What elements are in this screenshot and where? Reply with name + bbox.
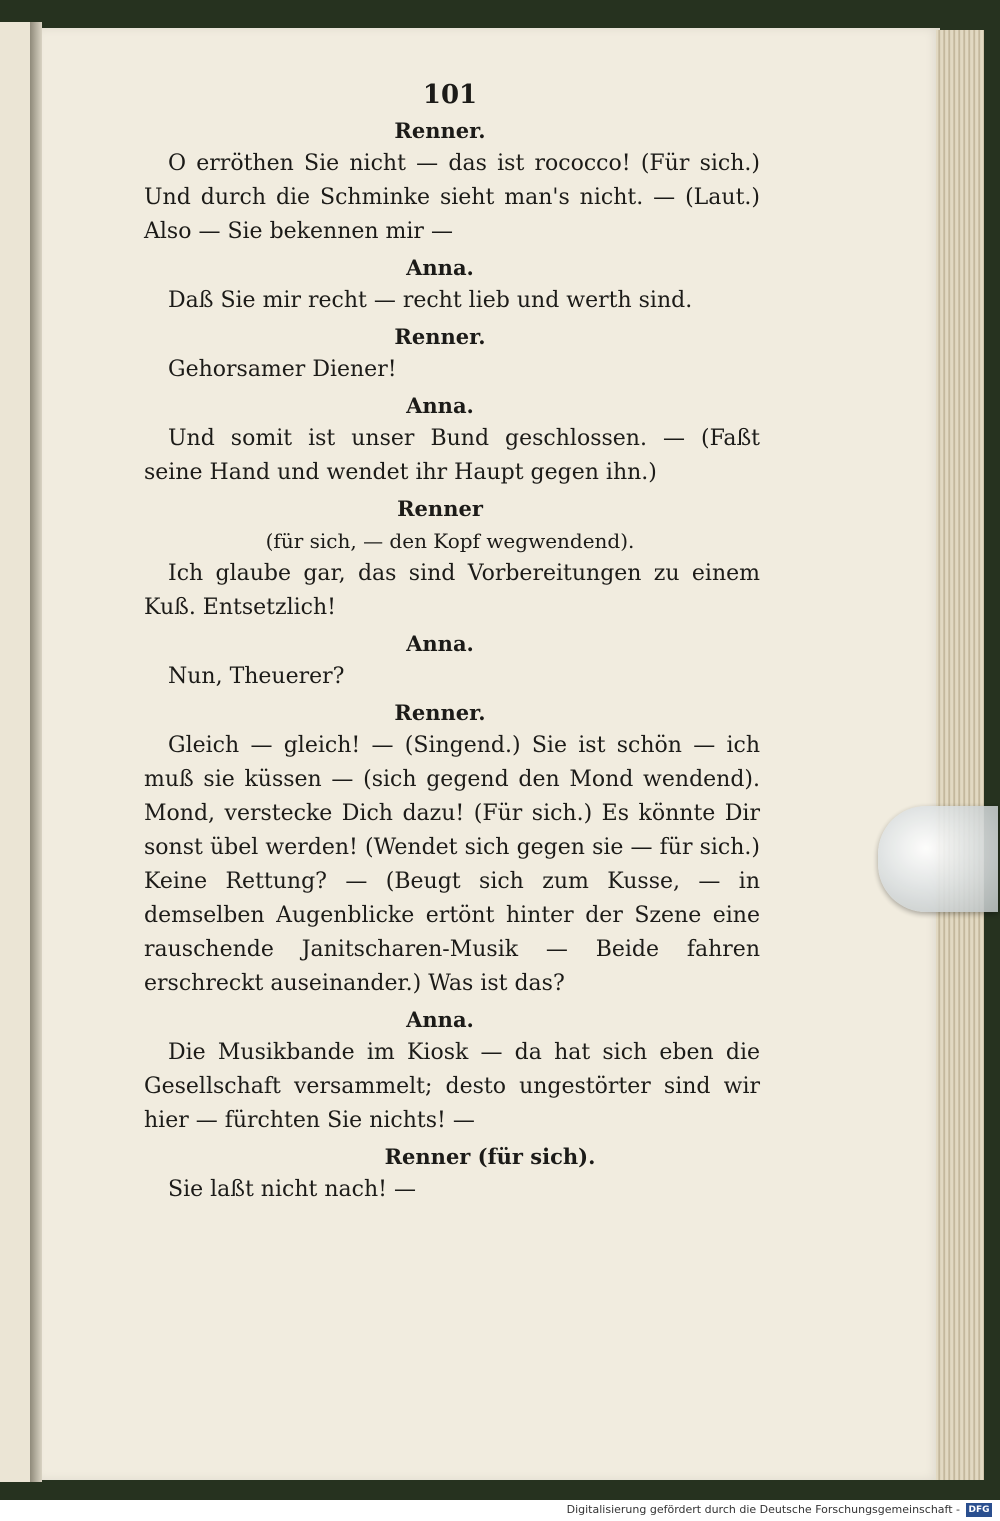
speaker-label: Anna. [406,1007,474,1032]
page-clip [878,806,998,912]
dialogue-paragraph: Die Musikbande im Kiosk — da hat sich eben die Gesellschaft versammelt; desto ungestörter sind wir hier — fürchten Sie nichts! — [144,1040,760,1133]
dialogue-paragraph: Ich glaube gar, das sind Vorbereitungen zu einem Kuß. Entsetzlich! [144,561,760,620]
speaker-label: Renner. [394,700,486,725]
page-edges [936,30,984,1480]
speaker-label: Anna. [406,255,474,280]
dialogue-paragraph: Nun, Theuerer? [168,664,345,689]
dialogue-paragraph: Gleich — gleich! — (Singend.) Sie ist schön — ich muß sie küssen — (sich gegend den Mond wendend). Mond, verstecke Dich dazu! (Für sich.) Es könnte Dir sonst übel werden! (Wendet sich gegen sie — für sich.) Keine Rettung? — (Beugt sich zum Kusse, — in demselben Augenblicke ertönt hinter der Szene eine rauschende Janitscharen-Musik — Beide fahren erschreckt auseinander.) Was ist das? [144,733,760,996]
dfg-logo: DFG [966,1503,992,1517]
speaker-label: Renner [397,496,483,521]
page-text [100,80,760,1207]
dialogue-paragraph: Sie laßt nicht nach! — [168,1177,416,1202]
dialogue-paragraph: Daß Sie mir recht — recht lieb und werth sind. [168,288,693,313]
speaker-label: Renner. [394,324,486,349]
speaker-label: Renner. [394,118,486,143]
speaker-label: Anna. [406,631,474,656]
page-number: 101 [422,80,478,110]
stage-direction: (für sich, — den Kopf wegwendend). [265,529,635,553]
speaker-label: Renner (für sich). [384,1144,596,1169]
dialogue-paragraph: Und somit ist unser Bund geschlossen. — (Faßt seine Hand und wendet ihr Haupt gegen ihn.) [144,426,760,485]
funding-notice: Digitalisierung gefördert durch die Deutsche Forschungsgemeinschaft - [566,1503,960,1516]
dialogue-paragraph: O erröthen Sie nicht — das ist rococco! (Für sich.) Und durch die Schminke sieht man's nicht. — (Laut.) Also — Sie bekennen mir — [144,151,760,244]
footer-bar [0,1500,1000,1521]
book-gutter [30,22,42,1482]
speaker-label: Anna. [406,393,474,418]
dialogue-paragraph: Gehorsamer Diener! [168,357,397,382]
left-page-edge [0,22,32,1482]
